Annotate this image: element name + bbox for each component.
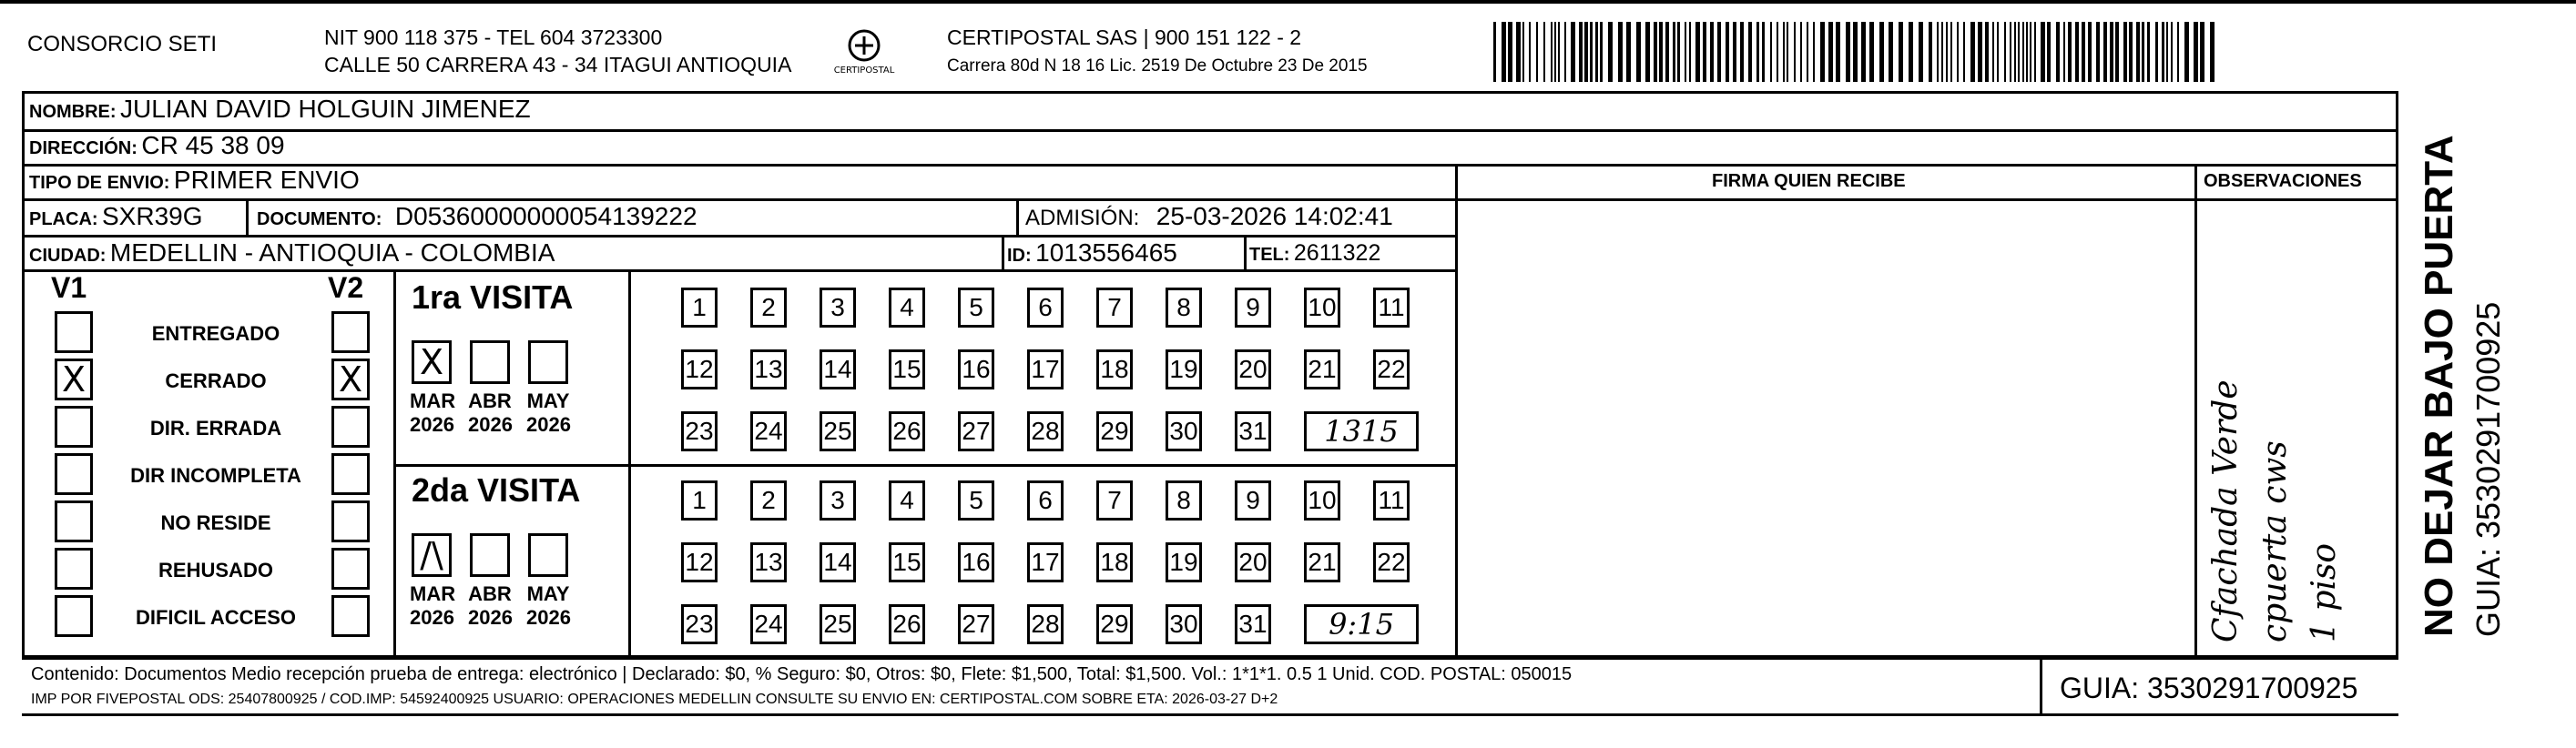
barcode-bar (1726, 22, 1729, 82)
first-visit-day-box[interactable]: 16 (958, 349, 994, 389)
first-visit-day-box[interactable]: 17 (1027, 349, 1064, 389)
first-visit-day-box[interactable]: 2 (750, 288, 787, 328)
second-visit-month-label (526, 582, 570, 630)
second-visit-day-box[interactable]: 24 (750, 604, 787, 644)
barcode-bar (1899, 22, 1903, 82)
first-visit-day-box[interactable]: 15 (889, 349, 925, 389)
status-label: ENTREGADO (151, 322, 280, 345)
second-visit-day-box[interactable]: 18 (1096, 542, 1133, 582)
barcode-bar (1590, 22, 1593, 82)
footer-line1: Contenido: Documentos Medio recepción prueba de entrega: electrónico | Declarado: $0, % Seguro: $0, Otros: $0, Flete: $1,500, Total: $1,500. Vol.: 1*1*1. 0.5 1 Unid. COD. POSTAL: 050015 (31, 664, 1573, 684)
firma-label: FIRMA QUIEN RECIBE (1712, 171, 1906, 191)
barcode-bar (1909, 22, 1913, 82)
month-year: 2026 (526, 606, 571, 629)
month-name: ABR (468, 582, 512, 605)
month-name: MAY (526, 582, 570, 605)
direccion-row (29, 131, 285, 160)
first-visit-day-box[interactable]: 12 (681, 349, 718, 389)
barcode-bar (1665, 22, 1669, 82)
first-visit-day-box[interactable]: 6 (1027, 288, 1064, 328)
second-visit-day-box[interactable]: 16 (958, 542, 994, 582)
barcode-bar (1929, 22, 1932, 82)
second-visit-month-label (410, 582, 456, 630)
barcode-bar (1695, 22, 1700, 82)
barcode-bar (1529, 22, 1531, 82)
barcode-bar (1733, 22, 1736, 82)
barcode-bar (1717, 22, 1721, 82)
second-visit-day-box[interactable]: 21 (1304, 542, 1340, 582)
ciudad-value: MEDELLIN - ANTIOQUIA - COLOMBIA (109, 238, 555, 267)
barcode-bar (1762, 22, 1765, 82)
documento-row (257, 202, 697, 231)
barcode-bar (2162, 22, 2164, 82)
nombre-row (29, 95, 531, 124)
side-guia: GUIA: 3530291700925 (2469, 301, 2507, 637)
barcode-bar (2194, 22, 2198, 82)
second-visit-day-box[interactable]: 13 (750, 542, 787, 582)
barcode-bar (1777, 22, 1778, 82)
barcode-bar (1957, 22, 1959, 82)
barcode-bar (1636, 22, 1641, 82)
barcode-bar (1963, 22, 1965, 82)
barcode-bar (2041, 22, 2045, 82)
barcode-bar (2123, 22, 2127, 82)
certipostal-line1: CERTIPOSTAL SAS | 900 151 122 - 2 (947, 25, 1302, 49)
month-year: 2026 (526, 413, 571, 436)
barcode-bar (2142, 22, 2144, 82)
barcode-bar (2171, 22, 2173, 82)
barcode-bar (2210, 22, 2215, 82)
barcode-bar (1551, 22, 1553, 82)
v2-checkbox[interactable]: X (331, 359, 370, 400)
barcode-bar (2155, 22, 2158, 82)
id-row (1007, 238, 1177, 268)
barcode-bar (2034, 22, 2036, 82)
second-visit-day-box[interactable]: 6 (1027, 480, 1064, 521)
barcode-bar (1879, 22, 1884, 82)
first-visit-day-box[interactable]: 4 (889, 288, 925, 328)
barcode-bar (1828, 22, 1833, 82)
v2-checkbox[interactable] (331, 500, 370, 542)
barcode-bar (1654, 22, 1657, 82)
second-visit-day-box[interactable]: 27 (958, 604, 994, 644)
second-visit-time-box[interactable]: 9:15 (1304, 604, 1419, 644)
first-visit-day-box[interactable]: 13 (750, 349, 787, 389)
second-visit-day-box[interactable]: 28 (1027, 604, 1064, 644)
barcode-bar (2147, 22, 2150, 82)
second-visit-day-box[interactable]: 4 (889, 480, 925, 521)
barcode-bar (2014, 22, 2016, 82)
second-visit-day-box[interactable]: 19 (1166, 542, 1202, 582)
first-visit-title: 1ra VISITA (412, 278, 574, 316)
first-visit-day-box[interactable]: 7 (1096, 288, 1133, 328)
second-visit-month-checkbox[interactable]: /\ (412, 533, 452, 577)
barcode-bar (1748, 22, 1752, 82)
barcode-bar (2088, 22, 2092, 82)
first-visit-day-box[interactable]: 20 (1235, 349, 1271, 389)
barcode-bar (2129, 22, 2133, 82)
barcode-bar (1710, 22, 1714, 82)
barcode-bar (1502, 22, 1506, 82)
second-visit-title: 2da VISITA (412, 471, 581, 509)
v2-checkbox[interactable] (331, 548, 370, 590)
placa-value: SXR39G (102, 202, 203, 230)
second-visit-day-box[interactable]: 10 (1304, 480, 1340, 521)
obs-line-3: 1 piso (2306, 542, 2343, 642)
month-year: 2026 (468, 606, 513, 629)
v1-checkbox[interactable] (55, 548, 93, 590)
barcode-bar (2115, 22, 2119, 82)
first-visit-day-box[interactable]: 25 (820, 411, 856, 451)
barcode-bar (1846, 22, 1850, 82)
svg-text:CERTIPOSTAL: CERTIPOSTAL (833, 66, 895, 76)
status-label: REHUSADO (158, 559, 273, 581)
v1-checkbox[interactable] (55, 311, 93, 353)
barcode-bar (2022, 22, 2024, 82)
second-visit-day-box[interactable]: 12 (681, 542, 718, 582)
barcode-bar (1937, 22, 1939, 82)
tel-row (1249, 240, 1380, 267)
barcode-bar (1584, 22, 1588, 82)
tipo-row (29, 166, 360, 195)
certipostal-line2: Carrera 80d N 18 16 Lic. 2519 De Octubre 23 De 2015 (947, 56, 1368, 76)
ciudad-label: CIUDAD: (29, 246, 107, 266)
barcode (1493, 22, 2222, 82)
v1-checkbox[interactable] (55, 453, 93, 495)
barcode-bar (1820, 22, 1825, 82)
barcode-bar (2063, 22, 2065, 82)
barcode-bar (1756, 22, 1759, 82)
second-visit-day-box[interactable]: 14 (820, 542, 856, 582)
barcode-bar (1608, 22, 1613, 82)
second-visit-month-label (468, 582, 512, 630)
month-year: 2026 (468, 413, 513, 436)
barcode-bar (1869, 22, 1874, 82)
tipo-label: TIPO DE ENVIO: (29, 173, 170, 193)
barcode-bar (1794, 22, 1796, 82)
admision-label: ADMISIÓN: (1025, 206, 1140, 230)
tel-label: TEL: (1249, 245, 1290, 265)
barcode-bar (1522, 22, 1524, 82)
barcode-bar (1992, 22, 1994, 82)
barcode-bar (1783, 22, 1785, 82)
barcode-bar (2056, 22, 2060, 82)
barcode-bar (1946, 22, 1948, 82)
admision-value: 25-03-2026 14:02:41 (1156, 202, 1393, 230)
barcode-bar (2096, 22, 2100, 82)
tel-value: 2611322 (1293, 240, 1381, 266)
status-label: DIFICIL ACCESO (135, 606, 296, 629)
obs-line-1: Cfachada Verde (2207, 379, 2245, 642)
barcode-bar (1677, 22, 1680, 82)
barcode-bar (1941, 22, 1943, 82)
status-label: DIR INCOMPLETA (130, 464, 301, 487)
first-visit-day-box[interactable]: 10 (1304, 288, 1340, 328)
v1-checkbox[interactable]: X (55, 359, 93, 400)
id-value: 1013556465 (1035, 238, 1177, 267)
footer-line2: IMP POR FIVEPOSTAL ODS: 25407800925 / COD.IMP: 54592400925 USUARIO: OPERACIONES MEDELLIN CONSULTE SU ENVIO EN: CERTIPOSTAL.COM SOBRE ETA: 2026-03-27 D+2 (31, 692, 1278, 707)
second-visit-day-box[interactable]: 2 (750, 480, 787, 521)
second-visit-day-box[interactable]: 1 (681, 480, 718, 521)
second-visit-day-box[interactable]: 26 (889, 604, 925, 644)
first-visit-month-label (468, 389, 512, 437)
first-visit-day-box[interactable]: 19 (1166, 349, 1202, 389)
barcode-bar (1618, 22, 1623, 82)
first-visit-day-box[interactable]: 29 (1096, 411, 1133, 451)
v2-checkbox[interactable] (331, 406, 370, 448)
month-name: ABR (468, 389, 512, 412)
barcode-bar (1787, 22, 1788, 82)
side-text (2413, 109, 2522, 637)
barcode-bar (1997, 22, 1999, 82)
barcode-bar (1579, 22, 1583, 82)
first-visit-day-box[interactable]: 30 (1166, 411, 1202, 451)
barcode-bar (1919, 22, 1923, 82)
barcode-bar (1659, 22, 1663, 82)
barcode-bar (2030, 22, 2031, 82)
barcode-bar (2103, 22, 2107, 82)
barcode-bar (2004, 22, 2006, 82)
second-visit-day-box[interactable]: 23 (681, 604, 718, 644)
barcode-bar (2010, 22, 2011, 82)
handwritten-observations (2202, 266, 2384, 652)
barcode-bar (1685, 22, 1686, 82)
main-frame (22, 91, 2398, 659)
nit-line: NIT 900 118 375 - TEL 604 3723300 (324, 25, 663, 49)
barcode-bar (1853, 22, 1858, 82)
first-visit-day-box[interactable]: 18 (1096, 349, 1133, 389)
month-year: 2026 (410, 413, 454, 436)
v1-checkbox[interactable] (55, 500, 93, 542)
admision-row (1025, 202, 1393, 231)
barcode-bar (2068, 22, 2072, 82)
barcode-bar (1645, 22, 1650, 82)
barcode-bar (1536, 22, 1538, 82)
documento-label: DOCUMENTO: (257, 209, 382, 229)
barcode-bar (1516, 22, 1521, 82)
second-visit-day-box[interactable]: 7 (1096, 480, 1133, 521)
observaciones-label: OBSERVACIONES (2204, 171, 2362, 191)
barcode-bar (2018, 22, 2020, 82)
first-visit-day-box[interactable]: 31 (1235, 411, 1271, 451)
barcode-bar (1595, 22, 1598, 82)
v2-label: V2 (328, 271, 364, 304)
first-visit-day-box[interactable]: 27 (958, 411, 994, 451)
second-visit-day-box[interactable]: 11 (1373, 480, 1410, 521)
first-visit-month-checkbox[interactable]: X (412, 340, 452, 384)
barcode-bar (1740, 22, 1744, 82)
second-visit-day-box[interactable]: 9 (1235, 480, 1271, 521)
barcode-bar (2177, 22, 2179, 82)
second-visit-day-box[interactable]: 25 (820, 604, 856, 644)
barcode-bar (2075, 22, 2079, 82)
first-visit-day-box[interactable]: 14 (820, 349, 856, 389)
no-dejar-label: NO DEJAR BAJO PUERTA (2417, 135, 2461, 637)
company-name: CONSORCIO SETI (27, 32, 218, 56)
barcode-bar (2026, 22, 2028, 82)
barcode-bar (1970, 22, 1975, 82)
v2-checkbox[interactable] (331, 595, 370, 637)
v1-checkbox[interactable] (55, 595, 93, 637)
barcode-bar (1770, 22, 1772, 82)
second-visit-day-box[interactable]: 30 (1166, 604, 1202, 644)
first-visit-month-checkbox[interactable] (528, 340, 568, 384)
second-visit-day-box[interactable]: 17 (1027, 542, 1064, 582)
barcode-bar (1807, 22, 1808, 82)
barcode-bar (1800, 22, 1802, 82)
second-visit-day-box[interactable]: 31 (1235, 604, 1271, 644)
first-visit-time-box[interactable]: 1315 (1304, 411, 1419, 451)
second-visit-day-box[interactable]: 29 (1096, 604, 1133, 644)
barcode-bar (1571, 22, 1575, 82)
first-visit-day-box[interactable]: 3 (820, 288, 856, 328)
barcode-bar (1600, 22, 1603, 82)
first-visit-day-box[interactable]: 23 (681, 411, 718, 451)
barcode-bar (2047, 22, 2051, 82)
certipostal-logo (830, 25, 898, 80)
first-visit-month-checkbox[interactable] (470, 340, 510, 384)
first-visit-day-box[interactable]: 1 (681, 288, 718, 328)
first-visit-day-box[interactable]: 9 (1235, 288, 1271, 328)
barcode-bar (2184, 22, 2189, 82)
nombre-label: NOMBRE: (29, 102, 117, 122)
direccion-label: DIRECCIÓN: (29, 138, 137, 158)
first-visit-day-box[interactable]: 28 (1027, 411, 1064, 451)
first-visit-month-label (410, 389, 456, 437)
barcode-bar (2082, 22, 2085, 82)
barcode-bar (1689, 22, 1691, 82)
first-visit-day-box[interactable]: 24 (750, 411, 787, 451)
month-name: MAR (410, 389, 456, 412)
barcode-bar (1836, 22, 1840, 82)
month-name: MAY (526, 389, 570, 412)
v1-checkbox[interactable] (55, 406, 93, 448)
ciudad-row (29, 238, 555, 268)
address-line: CALLE 50 CARRERA 43 - 34 ITAGUI ANTIOQUIA (324, 53, 792, 76)
month-name: MAR (410, 582, 456, 605)
barcode-bar (1564, 22, 1566, 82)
second-visit-month-checkbox[interactable] (528, 533, 568, 577)
v1-label: V1 (51, 271, 87, 304)
barcode-bar (1626, 22, 1631, 82)
barcode-bar (1703, 22, 1706, 82)
second-visit-day-box[interactable]: 8 (1166, 480, 1202, 521)
barcode-bar (1508, 22, 1512, 82)
barcode-bar (2166, 22, 2168, 82)
first-visit-day-box[interactable]: 5 (958, 288, 994, 328)
first-visit-day-box[interactable]: 26 (889, 411, 925, 451)
first-visit-day-box[interactable]: 8 (1166, 288, 1202, 328)
first-visit-day-box[interactable]: 21 (1304, 349, 1340, 389)
tipo-value: PRIMER ENVIO (173, 166, 360, 194)
barcode-bar (1543, 22, 1545, 82)
barcode-bar (1978, 22, 1982, 82)
barcode-bar (1950, 22, 1952, 82)
footer-guia: GUIA: 3530291700925 (2060, 672, 2358, 704)
second-visit-month-checkbox[interactable] (470, 533, 510, 577)
v2-checkbox[interactable] (331, 311, 370, 353)
barcode-bar (1813, 22, 1815, 82)
obs-line-2: cpuerta cws (2256, 440, 2294, 642)
status-label: NO RESIDE (160, 511, 271, 534)
status-label: CERRADO (165, 369, 267, 392)
status-label: DIR. ERRADA (149, 417, 282, 440)
first-visit-day-box[interactable]: 11 (1373, 288, 1410, 328)
barcode-bar (1985, 22, 1989, 82)
barcode-bar (1493, 22, 1496, 82)
placa-label: PLACA: (29, 209, 98, 229)
direccion-value: CR 45 38 09 (141, 131, 285, 159)
second-visit-day-box[interactable]: 3 (820, 480, 856, 521)
barcode-bar (2110, 22, 2113, 82)
barcode-bar (1558, 22, 1560, 82)
first-visit-month-label (526, 389, 570, 437)
second-visit-day-box[interactable]: 5 (958, 480, 994, 521)
first-visit-day-box[interactable]: 22 (1373, 349, 1410, 389)
second-visit-day-box[interactable]: 15 (889, 542, 925, 582)
barcode-bar (1554, 22, 1556, 82)
barcode-bar (2136, 22, 2140, 82)
second-visit-day-box[interactable]: 20 (1235, 542, 1271, 582)
id-label: ID: (1007, 246, 1032, 266)
barcode-bar (1673, 22, 1675, 82)
barcode-bar (2200, 22, 2204, 82)
v2-checkbox[interactable] (331, 453, 370, 495)
second-visit-day-box[interactable]: 22 (1373, 542, 1410, 582)
month-year: 2026 (410, 606, 454, 629)
barcode-bar (1889, 22, 1893, 82)
placa-row (29, 202, 203, 231)
nombre-value: JULIAN DAVID HOLGUIN JIMENEZ (120, 95, 531, 123)
documento-value: D05360000000054139222 (394, 202, 697, 230)
barcode-bar (1861, 22, 1866, 82)
